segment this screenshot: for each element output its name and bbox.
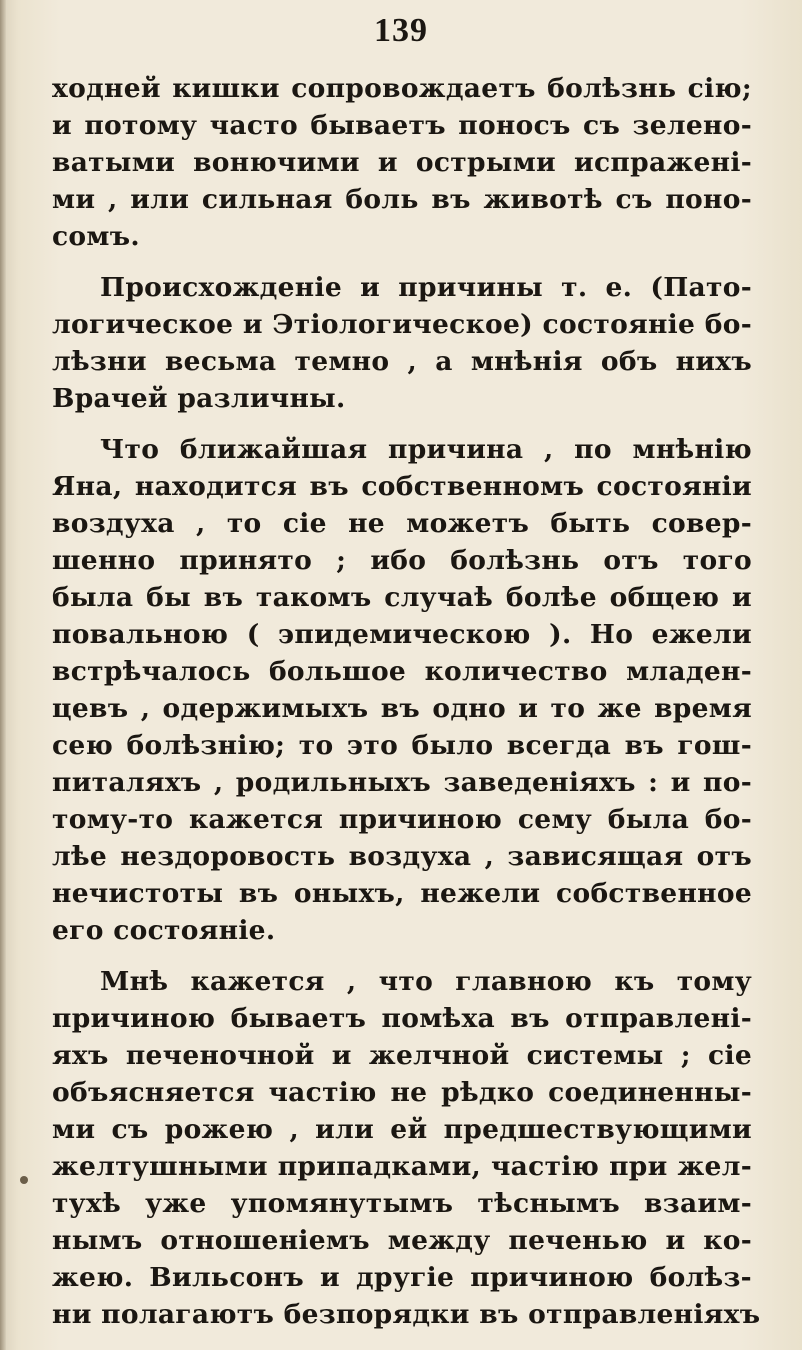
text-line: логическое и Этіологическое) состояніе бо- — [52, 309, 752, 340]
paragraph-1 — [52, 70, 752, 255]
text-line: Яна, находится въ собственномъ состояніи — [52, 471, 752, 502]
text-line: воздуха , то сіе не можетъ быть совер- — [52, 508, 752, 539]
text-line: его состояніе. — [52, 915, 276, 946]
text-line: желтушными припадками, частію при жел- — [52, 1151, 752, 1182]
text-line: ватыми вонючими и острыми испражені- — [52, 147, 752, 178]
page-body — [52, 70, 761, 1347]
text-line: питаляхъ , родильныхъ заведеніяхъ : и по- — [52, 767, 752, 798]
text-line: Что ближайшая причина , по мнѣнію — [100, 434, 752, 465]
text-line: причиною бываетъ помѣха въ отправлені- — [52, 1003, 752, 1034]
text-line: цевъ , одержимыхъ въ одно и то же время — [52, 693, 752, 724]
text-line: лѣе нездоровость воздуха , зависящая отъ — [52, 841, 752, 872]
paragraph-3 — [52, 431, 752, 949]
text-line: жею. Вильсонъ и другіе причиною болѣз- — [52, 1262, 752, 1293]
ink-spot — [20, 1176, 28, 1184]
text-line: тому-то кажется причиною сему была бо- — [52, 804, 752, 835]
text-line: тухѣ уже упомянутымъ тѣснымъ взаим- — [52, 1188, 752, 1219]
text-line: сею болѣзнію; то это было всегда въ гош- — [52, 730, 752, 761]
text-line: встрѣчалось большое количество младен- — [52, 656, 752, 687]
text-line: Врачей различны. — [52, 383, 346, 414]
text-line: ходней кишки сопровождаетъ болѣзнь сію; — [52, 73, 752, 104]
text-line: объясняется частію не рѣдко соединенны- — [52, 1077, 752, 1108]
text-line: ми , или сильная боль въ животѣ съ поно- — [52, 184, 752, 215]
text-line: и потому часто бываетъ поносъ съ зелено- — [52, 110, 752, 141]
page-number: 139 — [374, 12, 428, 49]
text-line: Мнѣ кажется , что главною къ тому — [100, 966, 752, 997]
text-line: лѣзни весьма темно , а мнѣнія объ нихъ — [52, 346, 752, 377]
text-line: яхъ печеночной и желчной системы ; сіе — [52, 1040, 752, 1071]
text-line: шенно принято ; ибо болѣзнь отъ того — [52, 545, 752, 576]
text-line: ни полагаютъ безпорядки въ отправленіяхъ — [52, 1299, 761, 1330]
page-binding-edge — [0, 0, 6, 1350]
paragraph-4 — [52, 963, 761, 1333]
paragraph-2 — [52, 269, 752, 417]
text-line: ми съ рожею , или ей предшествующими — [52, 1114, 752, 1145]
text-line: повальною ( эпидемическою ). Но ежели — [52, 619, 752, 650]
text-line: нечистоты въ оныхъ, нежели собственное — [52, 878, 752, 909]
text-line: Происхожденіе и причины т. е. (Пато- — [100, 272, 752, 303]
text-line: сомъ. — [52, 221, 140, 252]
text-line: была бы въ такомъ случаѣ болѣе общею и — [52, 582, 752, 613]
text-line: нымъ отношеніемъ между печенью и ко- — [52, 1225, 752, 1256]
